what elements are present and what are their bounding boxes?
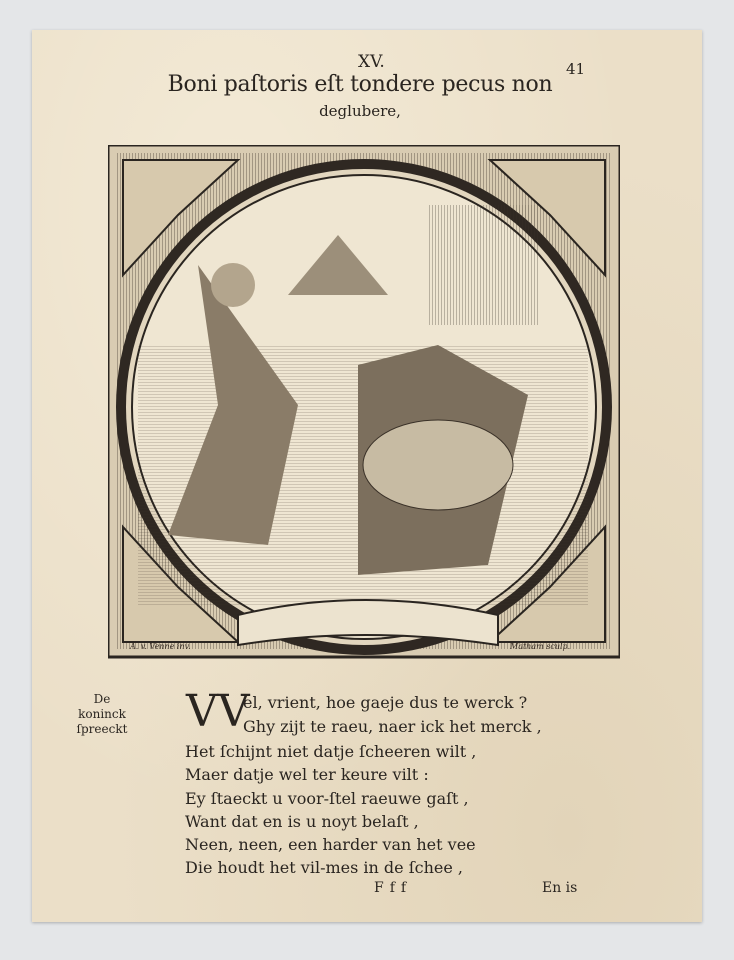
emblem-number: XV. <box>358 52 385 72</box>
verse-line: Maer datje wel ter keure vilt : <box>185 765 429 785</box>
emblem-motto: Boni paſtoris eſt tondere pecus non <box>167 72 553 97</box>
verse-line: Het ſchijnt niet datje ſcheeren wilt , <box>185 742 477 761</box>
engraver-caption: Matham sculp. <box>510 642 571 651</box>
page-number: 41 <box>566 60 586 78</box>
verse-line: Neen, neen, een harder van het vee <box>185 835 476 855</box>
emblem-motto-continued: deglubere, <box>319 102 401 120</box>
margin-note-line: De <box>93 692 111 706</box>
margin-note <box>66 692 138 737</box>
drop-cap: VV <box>186 686 250 737</box>
catchword: En is <box>542 880 578 896</box>
verse-body <box>185 740 476 880</box>
engraving-illustration <box>108 145 620 661</box>
verse-line: Die houdt het vil-mes in de ſchee , <box>185 858 464 878</box>
signature-mark: Fff <box>374 880 413 896</box>
verse-line: Want dat en is u noyt belaſt , <box>185 811 419 831</box>
verse-line: el, vrient, hoe gaeje dus te werck ? <box>243 693 528 712</box>
inventor-caption: A. v. Venne inv. <box>130 642 191 651</box>
verse-line: Ey ſtaeckt u voor-ſtel raeuwe gaſt , <box>185 788 469 808</box>
margin-note-line: koninck <box>78 707 126 721</box>
margin-note-line: ſpreeckt <box>76 722 128 736</box>
verse-line: Ghy zijt te raeu, naer ick het merck , <box>243 717 542 736</box>
